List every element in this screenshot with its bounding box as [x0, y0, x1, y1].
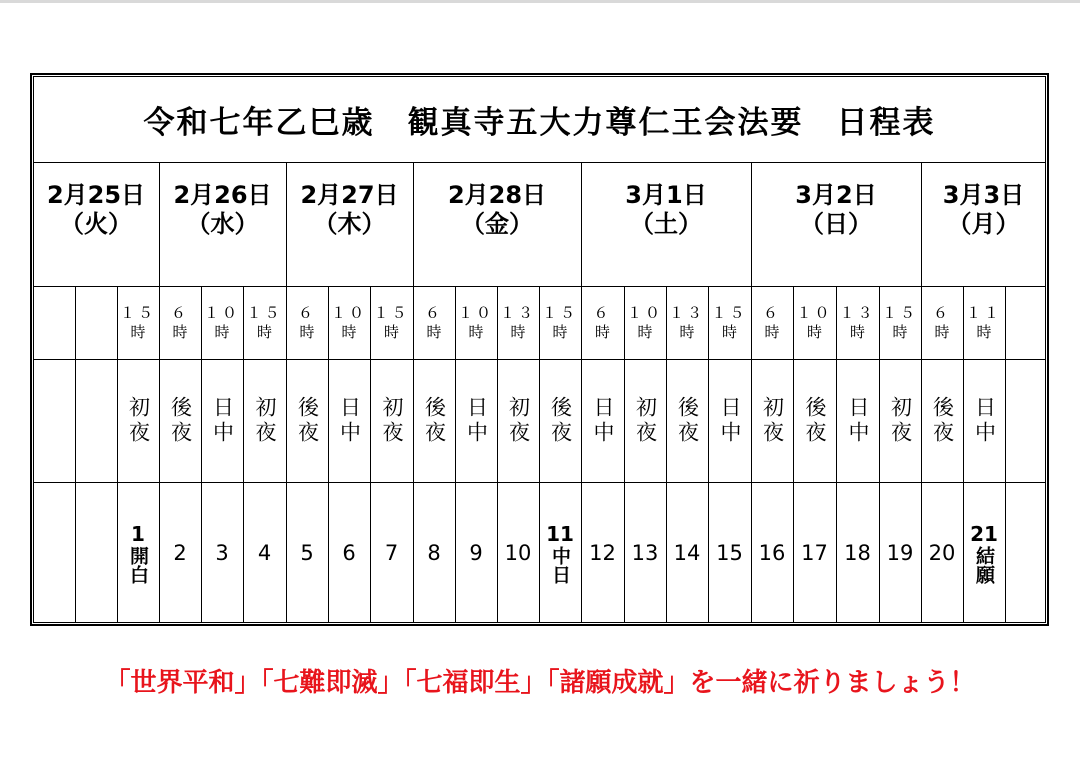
- session-period-label: 後夜: [803, 395, 827, 446]
- session-period-label: 日中: [464, 395, 489, 446]
- session-count: [793, 482, 836, 623]
- session-note: 中日: [549, 545, 571, 584]
- session-period: [1005, 359, 1046, 482]
- session-period-label: 初夜: [760, 395, 785, 446]
- session-count: [201, 482, 243, 623]
- day-weekday: （水）: [186, 210, 259, 238]
- session-hour: １５: [541, 303, 578, 322]
- day-date: 2月25日: [46, 181, 146, 209]
- session-note: 結願: [973, 545, 995, 584]
- session-number: 18: [844, 540, 871, 565]
- session-hour: １５: [373, 303, 410, 322]
- session-hour-suffix: 時: [976, 322, 992, 341]
- session-hour: １０: [626, 303, 663, 322]
- session-hour: ６: [424, 303, 443, 322]
- session-period-label: 後夜: [675, 395, 700, 446]
- session-hour: １０: [330, 303, 367, 322]
- session-period: [708, 359, 751, 482]
- session-time: [370, 286, 413, 359]
- session-period: [75, 359, 117, 482]
- session-count: [963, 482, 1005, 623]
- session-time: [1005, 286, 1046, 359]
- session-time: [455, 286, 497, 359]
- schedule-title: 令和七年乙巳歳 観真寺五大力尊仁王会法要 日程表: [143, 104, 936, 141]
- session-number: 1: [131, 521, 145, 546]
- session-time: [921, 286, 963, 359]
- session-period: [581, 359, 624, 482]
- session-hour-suffix: 時: [679, 322, 695, 341]
- session-count: [751, 482, 793, 623]
- session-period-label: 後夜: [168, 395, 193, 446]
- session-time: [75, 286, 117, 359]
- session-number: 11: [546, 521, 574, 546]
- day-weekday: （月）: [947, 210, 1020, 238]
- session-time: [708, 286, 751, 359]
- session-number: 12: [589, 540, 616, 565]
- session-period-label: 日中: [846, 395, 870, 446]
- session-period: [455, 359, 497, 482]
- day-weekday: （火）: [60, 210, 132, 238]
- session-hour-suffix: 時: [383, 322, 399, 341]
- session-hour-suffix: 時: [552, 322, 568, 341]
- session-time: [413, 286, 455, 359]
- session-hour-suffix: 時: [764, 322, 780, 341]
- session-count: [243, 482, 286, 623]
- session-number: 21: [970, 521, 998, 546]
- day-header: [921, 162, 1046, 286]
- session-period: [666, 359, 708, 482]
- session-count: [879, 482, 921, 623]
- session-time: [201, 286, 243, 359]
- session-hour: １０: [796, 303, 833, 322]
- session-count: [921, 482, 963, 623]
- session-hour: １３: [668, 303, 705, 322]
- session-number: 7: [384, 540, 399, 565]
- session-period-label: 後夜: [930, 395, 955, 446]
- session-period-label: 後夜: [548, 395, 573, 446]
- session-period: [963, 359, 1005, 482]
- session-count: [286, 482, 328, 623]
- session-period: [539, 359, 581, 482]
- session-hour: ６: [593, 303, 612, 322]
- day-header: [33, 162, 159, 286]
- day-date: 2月26日: [173, 181, 272, 209]
- session-time: [624, 286, 666, 359]
- session-time: [328, 286, 370, 359]
- session-hour-suffix: 時: [806, 322, 822, 341]
- session-count: [328, 482, 370, 623]
- session-hour-suffix: 時: [637, 322, 653, 341]
- session-number: 14: [673, 540, 701, 565]
- top-border: [0, 0, 1080, 3]
- session-hour: ６: [932, 303, 951, 322]
- session-hour: ６: [170, 303, 189, 322]
- session-period: [836, 359, 879, 482]
- session-number: 9: [469, 540, 483, 565]
- session-period-label: 初夜: [380, 395, 404, 446]
- day-weekday: （木）: [313, 210, 386, 238]
- session-hour-suffix: 時: [721, 322, 737, 341]
- session-count: [33, 482, 75, 623]
- day-header: [751, 162, 921, 286]
- session-count: [708, 482, 751, 623]
- session-count: [1005, 482, 1046, 623]
- session-hour-suffix: 時: [256, 322, 272, 341]
- session-time: [539, 286, 581, 359]
- day-header: [413, 162, 581, 286]
- session-count: [117, 482, 159, 623]
- session-period-label: 初夜: [253, 395, 277, 446]
- session-number: 8: [427, 540, 441, 565]
- session-number: 3: [215, 540, 229, 565]
- session-time: [879, 286, 921, 359]
- session-time: [33, 286, 75, 359]
- session-period: [793, 359, 836, 482]
- day-header: [286, 162, 413, 286]
- session-period: [117, 359, 159, 482]
- session-period: [879, 359, 921, 482]
- day-date: 3月1日: [625, 181, 707, 209]
- session-number: 15: [716, 540, 743, 565]
- session-count: [581, 482, 624, 623]
- session-hour: １５: [711, 303, 748, 322]
- session-number: 2: [173, 540, 187, 565]
- session-period: [328, 359, 370, 482]
- session-period: [624, 359, 666, 482]
- session-number: 6: [342, 540, 356, 565]
- session-count: [666, 482, 708, 623]
- session-hour-suffix: 時: [892, 322, 908, 341]
- session-hour-suffix: 時: [299, 322, 315, 341]
- session-hour: １５: [246, 303, 283, 322]
- day-weekday: （土）: [630, 210, 702, 238]
- prayer-message: 「世界平和」「七難即滅」「七福即生」「諸願成就」を一緒に祈りましょう！: [104, 668, 976, 698]
- day-weekday: （金）: [461, 210, 533, 238]
- session-number: 19: [886, 540, 914, 565]
- session-hour: ６: [297, 303, 316, 322]
- session-period: [370, 359, 413, 482]
- session-period-label: 初夜: [888, 395, 913, 446]
- session-count: [159, 482, 201, 623]
- session-hour-suffix: 時: [341, 322, 357, 341]
- session-hour: １０: [457, 303, 494, 322]
- session-period: [751, 359, 793, 482]
- day-date: 2月27日: [300, 181, 399, 209]
- session-time: [117, 286, 159, 359]
- session-number: 10: [504, 540, 532, 565]
- session-period-label: 日中: [210, 395, 235, 446]
- session-period-label: 初夜: [506, 395, 531, 446]
- session-number: 16: [758, 540, 786, 565]
- session-hour-suffix: 時: [510, 322, 526, 341]
- session-period: [921, 359, 963, 482]
- day-weekday: （日）: [800, 210, 872, 238]
- session-count: [75, 482, 117, 623]
- session-number: 4: [257, 540, 272, 565]
- session-hour: １３: [839, 303, 876, 322]
- session-time: [497, 286, 539, 359]
- session-period-label: 日中: [337, 395, 362, 446]
- session-time: [581, 286, 624, 359]
- session-hour-suffix: 時: [172, 322, 188, 341]
- session-time: [243, 286, 286, 359]
- session-period: [243, 359, 286, 482]
- session-hour: １１: [965, 303, 1002, 322]
- day-date: 3月2日: [795, 181, 877, 209]
- session-period-label: 日中: [718, 395, 742, 446]
- session-time: [159, 286, 201, 359]
- session-number: 17: [801, 540, 828, 565]
- session-time: [836, 286, 879, 359]
- session-count: [455, 482, 497, 623]
- session-period-label: 後夜: [422, 395, 447, 446]
- session-period: [33, 359, 75, 482]
- session-time: [751, 286, 793, 359]
- session-hour-suffix: 時: [130, 322, 146, 341]
- session-count: [836, 482, 879, 623]
- session-hour-suffix: 時: [934, 322, 950, 341]
- session-number: 5: [300, 540, 314, 565]
- session-period: [497, 359, 539, 482]
- day-header: [159, 162, 286, 286]
- session-period-label: 日中: [972, 395, 997, 446]
- session-period: [413, 359, 455, 482]
- session-count: [539, 482, 581, 623]
- session-hour: １５: [119, 303, 156, 322]
- session-period: [159, 359, 201, 482]
- session-time: [286, 286, 328, 359]
- session-count: [497, 482, 539, 623]
- day-date: 3月3日: [942, 181, 1025, 209]
- session-hour-suffix: 時: [849, 322, 865, 341]
- session-number: 20: [928, 540, 956, 565]
- session-note: 開白: [127, 545, 149, 584]
- session-period: [286, 359, 328, 482]
- session-hour-suffix: 時: [594, 322, 610, 341]
- session-number: 13: [631, 540, 659, 565]
- session-time: [666, 286, 708, 359]
- session-hour-suffix: 時: [468, 322, 484, 341]
- session-period-label: 日中: [591, 395, 615, 446]
- session-hour: １０: [203, 303, 240, 322]
- session-period-label: 後夜: [295, 395, 320, 446]
- session-hour: １３: [499, 303, 536, 322]
- session-period-label: 初夜: [633, 395, 658, 446]
- session-time: [793, 286, 836, 359]
- day-date: 2月28日: [447, 181, 547, 209]
- session-period: [201, 359, 243, 482]
- session-count: [413, 482, 455, 623]
- session-hour: １５: [881, 303, 918, 322]
- session-hour: ６: [762, 303, 781, 322]
- session-hour-suffix: 時: [426, 322, 442, 341]
- session-count: [624, 482, 666, 623]
- session-count: [370, 482, 413, 623]
- day-header: [581, 162, 751, 286]
- session-period-label: 初夜: [126, 395, 151, 446]
- session-time: [963, 286, 1005, 359]
- session-hour-suffix: 時: [214, 322, 230, 341]
